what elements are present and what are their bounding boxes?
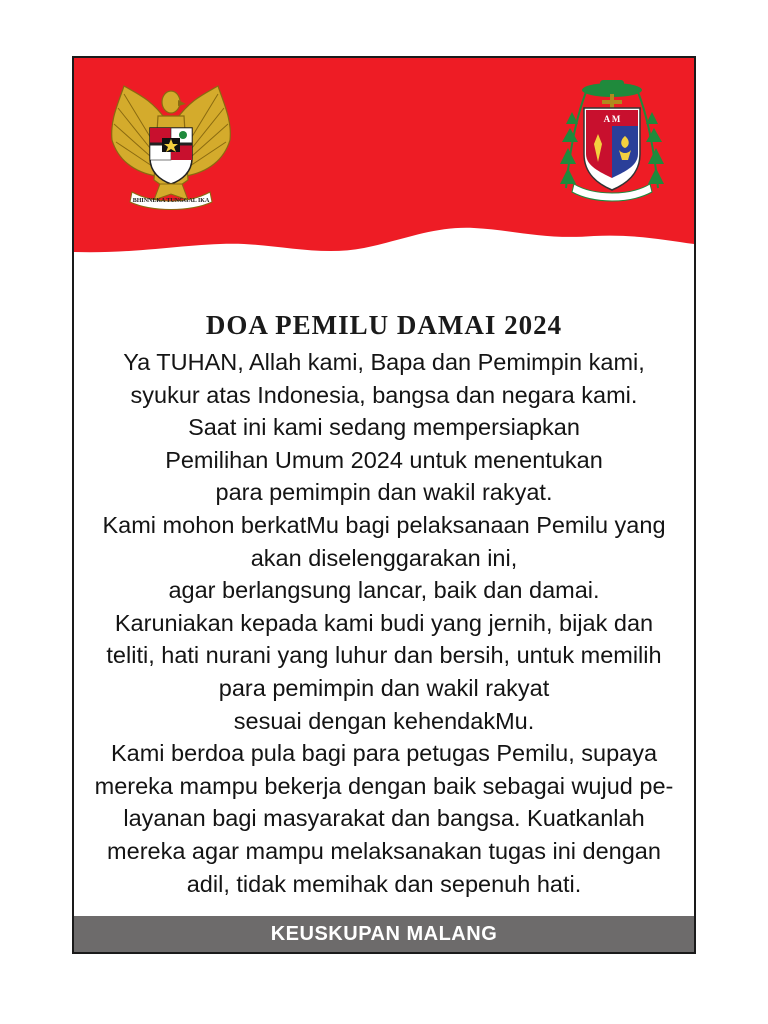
prayer-line: para pemimpin dan wakil rakyat — [218, 674, 550, 701]
prayer-card — [72, 56, 696, 954]
svg-text:A M: A M — [603, 114, 621, 124]
document-title: DOA PEMILU DAMAI 2024 — [205, 310, 563, 341]
prayer-line: mereka agar mampu melaksanakan tugas ini dengan — [107, 837, 661, 864]
prayer-line: mereka mampu bekerja dengan baik sebagai wujud pe- — [94, 772, 674, 799]
prayer-line: Pemilihan Umum 2024 untuk menentukan — [165, 446, 603, 473]
footer-diocese-name: KEUSKUPAN MALANG — [74, 916, 694, 952]
prayer-line: Ya TUHAN, Allah kami, Bapa dan Pemimpin kami, — [123, 349, 645, 375]
prayer-line: teliti, hati nurani yang luhur dan bersih, untuk memilih — [106, 642, 662, 669]
prayer-line: Kami mohon berkatMu bagi pelaksanaan Pemilu yang — [102, 511, 666, 538]
prayer-line: Saat ini kami sedang mempersiapkan — [188, 414, 580, 441]
prayer-line: para pemimpin dan wakil rakyat. — [215, 479, 553, 506]
prayer-line: Karuniakan kepada kami budi yang jernih, bijak dan — [114, 609, 654, 636]
garuda-motto: BHINNEKA TUNGGAL IKA — [132, 198, 210, 204]
prayer-line: agar berlangsung lancar, baik dan damai. — [168, 577, 600, 604]
prayer-line: layanan bagi masyarakat dan bangsa. Kuatkanlah — [123, 805, 645, 832]
prayer-line: Kami berdoa pula bagi para petugas Pemilu, supaya — [110, 740, 658, 767]
prayer-line: sesuai dengan kehendakMu. — [233, 707, 535, 734]
prayer-text — [80, 346, 688, 900]
garuda-pancasila-emblem — [104, 80, 238, 212]
prayer-line: syukur atas Indonesia, bangsa dan negara kami. — [130, 381, 638, 408]
prayer-line: akan diselenggarakan ini, — [250, 544, 518, 571]
prayer-line: adil, tidak memihak dan sepenuh hati. — [186, 870, 582, 897]
diocese-coat-of-arms-emblem — [558, 78, 666, 206]
